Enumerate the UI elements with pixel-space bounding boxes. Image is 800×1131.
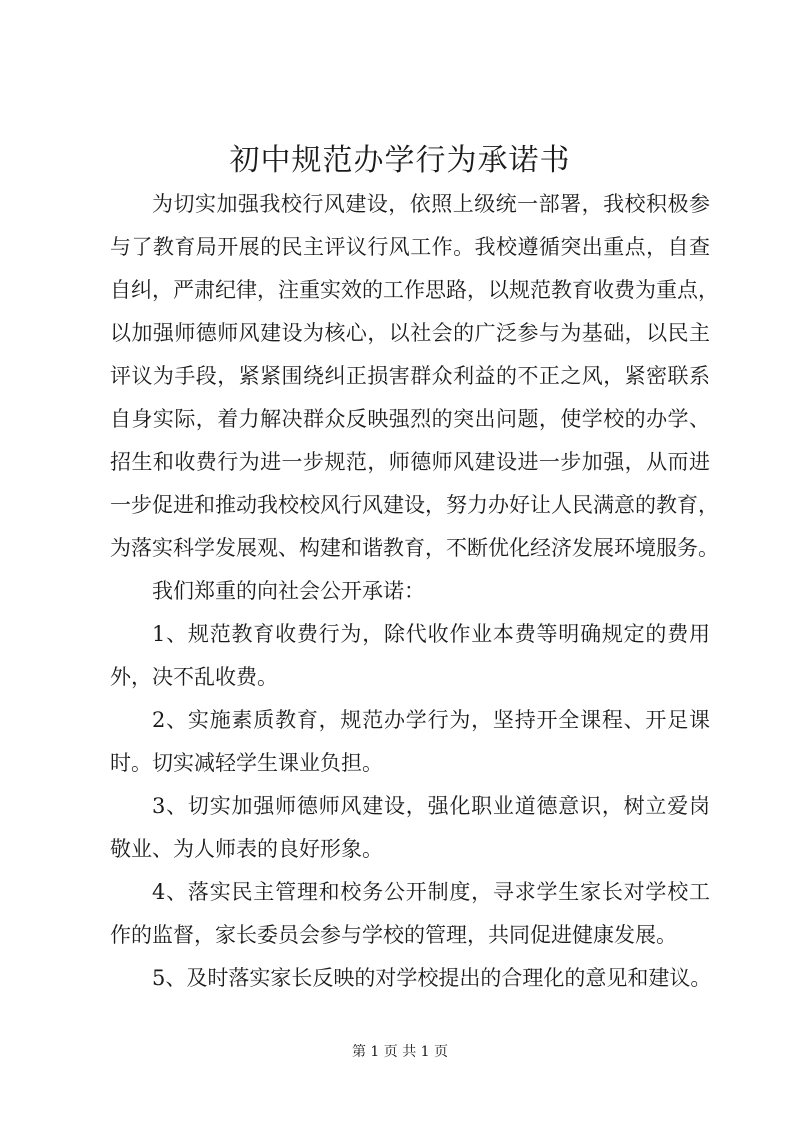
pledge-line: 4、落实民主管理和校务公开制度，寻求学生家长对学校工 (152, 880, 710, 904)
pledge-line: 敬业、为人师表的良好形象。 (110, 837, 383, 861)
pledge-item-1 (110, 613, 710, 699)
pledge-line: 作的监督，家长委员会参与学校的管理，共同促进健康发展。 (110, 923, 677, 947)
paragraph-line: 以加强师德师风建设为核心，以社会的广泛参与为基础，以民主 (110, 321, 710, 345)
pledge-item-3 (110, 785, 710, 871)
pledge-item-2 (110, 699, 710, 785)
paragraph-line: 为切实加强我校行风建设，依照上级统一部署，我校积极参 (152, 192, 710, 216)
pledge-line: 1、规范教育收费行为，除代收作业本费等明确规定的费用 (152, 622, 710, 646)
document-title: 初中规范办学行为承诺书 (229, 143, 571, 178)
pledge-line: 5、及时落实家长反映的对学校提出的合理化的意见和建议。 (152, 966, 712, 990)
pledge-intro: 我们郑重的向社会公开承诺： (152, 579, 425, 603)
pledge-line: 时。切实减轻学生课业负担。 (110, 751, 383, 775)
paragraph-line: 招生和收费行为进一步规范，师德师风建设进一步加强，从而进 (110, 450, 710, 474)
document-body (110, 183, 719, 1000)
paragraph-line: 与了教育局开展的民主评议行风工作。我校遵循突出重点，自查 (110, 235, 710, 259)
paragraph-line: 自纠，严肃纪律，注重实效的工作思路，以规范教育收费为重点， (110, 278, 719, 302)
paragraph-line: 一步促进和推动我校校风行风建设，努力办好让人民满意的教育， (110, 493, 719, 517)
pledge-line: 外，决不乱收费。 (110, 665, 278, 689)
paragraph-line: 评议为手段，紧紧围绕纠正损害群众利益的不正之风，紧密联系 (110, 364, 710, 388)
pledge-line: 3、切实加强师德师风建设，强化职业道德意识，树立爱岗 (152, 794, 710, 818)
page-footer: 第 1 页 共 1 页 (351, 1044, 449, 1060)
paragraph-line: 为落实科学发展观、构建和谐教育，不断优化经济发展环境服务。 (110, 536, 719, 560)
pledge-line: 2、实施素质教育，规范办学行为，坚持开全课程、开足课 (152, 708, 710, 732)
intro-paragraph (110, 183, 719, 570)
paragraph-line: 自身实际，着力解决群众反映强烈的突出问题，使学校的办学、 (110, 407, 710, 431)
pledge-item-5 (110, 957, 710, 1000)
pledge-item-4 (110, 871, 710, 957)
